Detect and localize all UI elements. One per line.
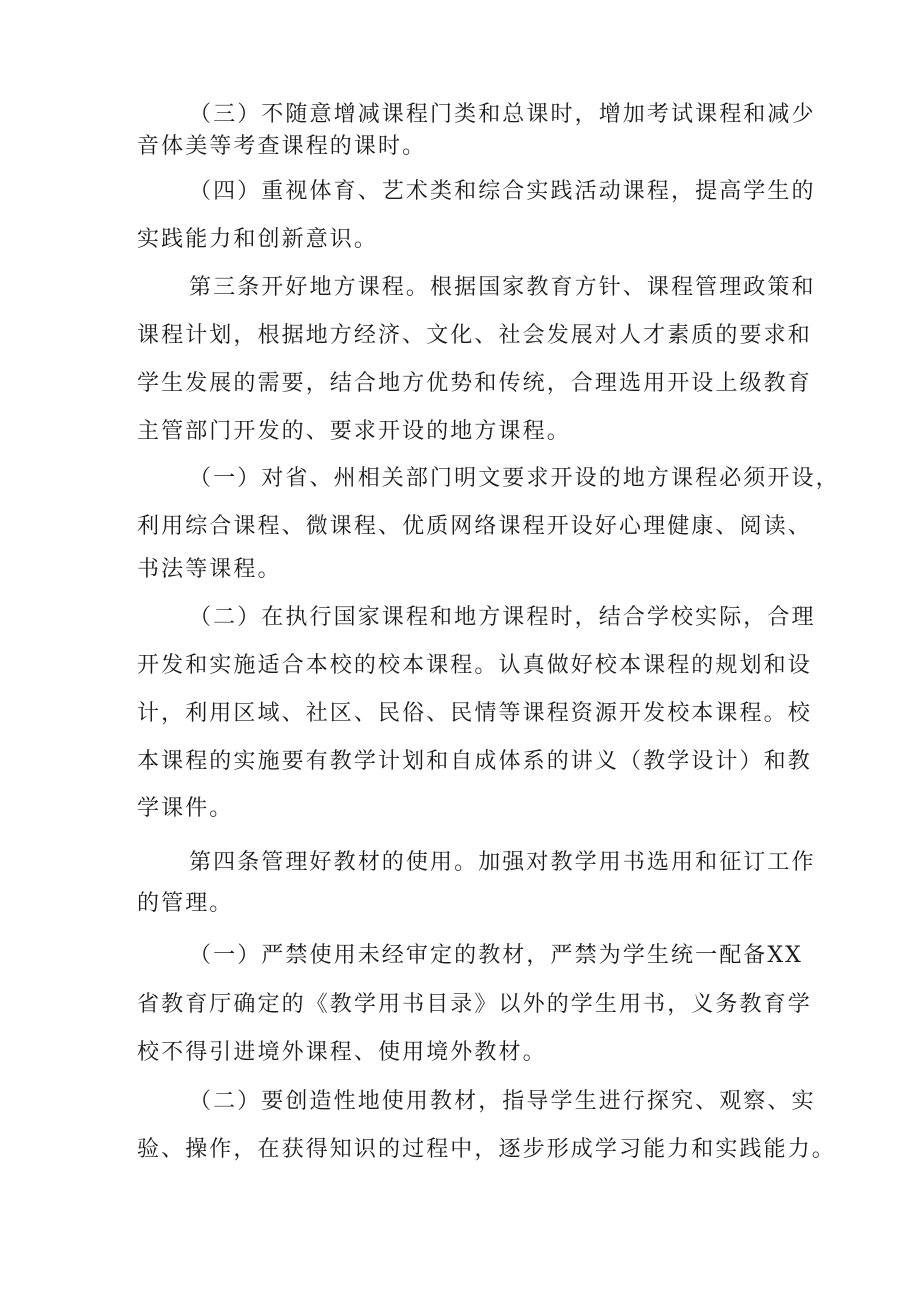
text-line: 利用综合课程、微课程、优质网络课程开设好心理健康、阅读、 xyxy=(137,514,812,539)
text-line: 音体美等考查课程的课时。 xyxy=(137,134,427,159)
text-line: （二）在执行国家课程和地方课程时，结合学校实际，合理 xyxy=(189,605,816,630)
text-line: 第四条管理好教材的使用。加强对教学用书选用和征订工作 xyxy=(189,850,816,875)
text-line: 省教育厅确定的《教学用书目录》以外的学生用书，义务教育学 xyxy=(137,992,812,1017)
text-line: （三）不随意增减课程门类和总课时，增加考试课程和减少 xyxy=(189,102,816,127)
text-line: 校不得引进境外课程、使用境外教材。 xyxy=(137,1040,547,1065)
text-line: 主管部门开发的、要求开设的地方课程。 xyxy=(137,419,571,444)
text-line: （一）对省、州相关部门明文要求开设的地方课程必须开设， xyxy=(189,466,840,491)
text-line: 验、操作，在获得知识的过程中，逐步形成学习能力和实践能力。 xyxy=(137,1137,836,1162)
text-line: 开发和实施适合本校的校本课程。认真做好校本课程的规划和设 xyxy=(137,653,812,678)
text-line: 本课程的实施要有教学计划和自成体系的讲义（教学设计）和教 xyxy=(137,749,812,774)
text-line: 书法等课程。 xyxy=(137,557,282,582)
text-line: 第三条开好地方课程。根据国家教育方针、课程管理政策和 xyxy=(189,275,816,300)
text-line: 的管理。 xyxy=(137,891,234,916)
text-line: 学生发展的需要，结合地方优势和传统，合理选用开设上级教育 xyxy=(137,371,812,396)
text-line: （一）严禁使用未经审定的教材，严禁为学生统一配备XX xyxy=(189,943,803,968)
text-line: （二）要创造性地使用教材，指导学生进行探究、观察、实 xyxy=(189,1089,816,1114)
text-line: 实践能力和创新意识。 xyxy=(137,227,379,252)
text-line: 学课件。 xyxy=(137,796,234,821)
text-line: （四）重视体育、艺术类和综合实践活动课程，提高学生的 xyxy=(189,179,816,204)
text-line: 课程计划，根据地方经济、文化、社会发展对人才素质的要求和 xyxy=(137,323,812,348)
text-line: 计，利用区域、社区、民俗、民情等课程资源开发校本课程。校 xyxy=(137,701,812,726)
